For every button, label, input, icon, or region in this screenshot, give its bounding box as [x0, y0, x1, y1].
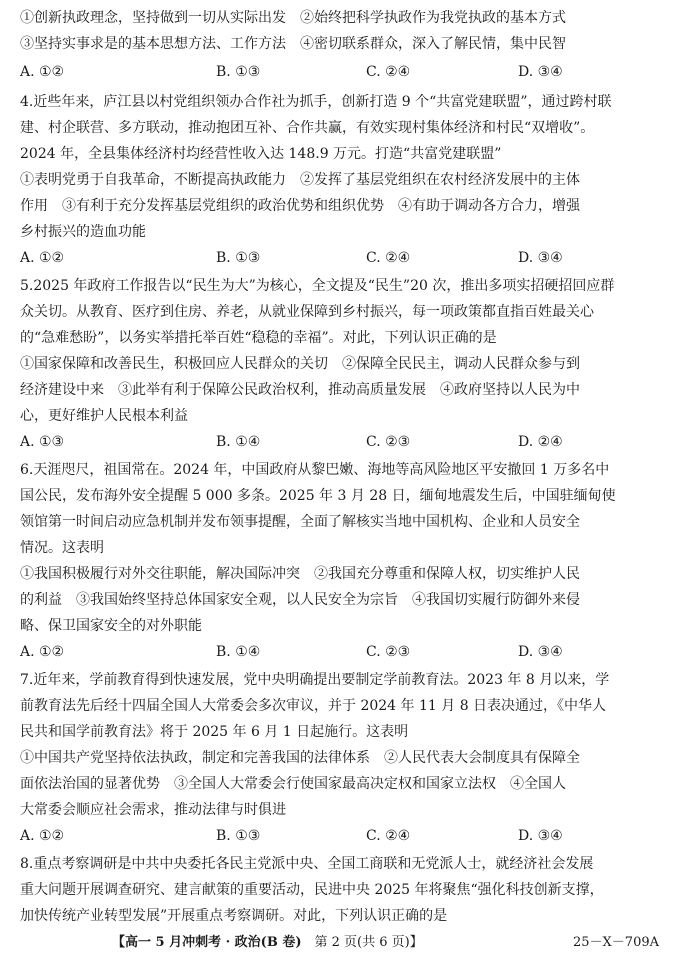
q5-stem-line: 5.2025 年政府工作报告以“民生为大”为核心，全文提及“民生”20 次，推出多项实招硬招回应群	[20, 278, 615, 294]
q5-option-c: C. ②③	[366, 434, 411, 450]
q6-statement-line: 略、保卫国家安全的对外职能	[20, 618, 202, 634]
q6-options	[20, 642, 660, 662]
q8-stem-line: 加快传统产业转型发展”开展重点考察调研。对此，下列认识正确的是	[20, 908, 448, 924]
q6-statement-line: 的利益 ③我国始终坚持总体国家安全观，以人民安全为宗旨 ④我国切实履行防御外来侵	[20, 592, 580, 608]
q6-statement-line: ①我国积极履行对外交往职能，解决国际冲突 ②我国充分尊重和保障人权，切实维护人民	[20, 566, 580, 582]
q3-option-c: C. ②④	[366, 64, 411, 80]
q4-statement-line: 乡村振兴的造血功能	[20, 224, 146, 240]
q4-stem-line: 4.近些年来，庐江县以村党组织领办合作社为抓手，创新打造 9 个“共富党建联盟”，通过跨村联	[20, 94, 612, 110]
q6-option-c: C. ②③	[366, 644, 411, 660]
q7-option-b: B. ①③	[216, 828, 261, 844]
q7-option-d: D. ③④	[518, 828, 563, 844]
q3-option-a: A. ①②	[20, 64, 65, 80]
q8-stem-line: 8.重点考察调研是中共中央委托各民主党派中央、全国工商联和无党派人士，就经济社会发展	[20, 856, 594, 872]
q7-option-c: C. ②④	[366, 828, 411, 844]
q3-options	[20, 62, 660, 82]
q4-statement-line: ①表明党勇于自我革命，不断提高执政能力 ②发挥了基层党组织在农村经济发展中的主体	[20, 172, 580, 188]
q5-option-a: A. ①③	[20, 434, 65, 450]
q7-option-a: A. ①②	[20, 828, 65, 844]
q5-options	[20, 432, 660, 452]
q7-statement-line: 大常委会顺应社会需求，推动法律与时俱进	[20, 802, 286, 818]
q6-option-a: A. ①②	[20, 644, 65, 660]
q6-option-b: B. ①④	[216, 644, 261, 660]
q6-stem-line: 国公民，发布海外安全提醒 5 000 多条。2025 年 3 月 28 日，缅甸地震发生后，中国驻缅甸使	[20, 488, 616, 504]
q6-stem-line: 6.天涯咫尺，祖国常在。2024 年，中国政府从黎巴嫩、海地等高风险地区平安撤回 1 万多名中	[20, 462, 610, 478]
q3-statement-line: ①创新执政理念，坚持做到一切从实际出发 ②始终把科学执政作为我党执政的基本方式	[20, 10, 566, 26]
q4-stem-line: 2024 年，全县集体经济村均经营性收入达 148.9 万元。打造“共富党建联盟”	[20, 146, 502, 162]
q5-stem-line: 的“急难愁盼”，以务实举措托举百姓“稳稳的幸福”。对此，下列认识正确的是	[20, 330, 497, 346]
q4-options	[20, 248, 660, 268]
q7-stem-line: 前教育法先后经十四届全国人大常委会多次审议，并于 2024 年 11 月 8 日表决通过，《中华人	[20, 698, 607, 714]
q4-statement-line: 作用 ③有利于充分发挥基层党组织的政治优势和组织优势 ④有助于调动各方合力，增强	[20, 198, 580, 214]
q3-statement-line: ③坚持实事求是的基本思想方法、工作方法 ④密切联系群众，深入了解民情，集中民智	[20, 36, 566, 52]
q6-option-d: D. ③④	[518, 644, 563, 660]
q4-stem-line: 建、村企联营、多方联动，推动抱团互补、合作共赢，有效实现村集体经济和村民“双增收”。	[20, 120, 595, 136]
q6-stem-line: 情况。这表明	[20, 540, 104, 556]
q5-statement-line: 经济建设中来 ③此举有利于保障公民政治权利，推动高质量发展 ④政府坚持以人民为中	[20, 382, 580, 398]
q6-stem-line: 领馆第一时间启动应急机制并发布领事提醒，全面了解核实当地中国机构、企业和人员安全	[20, 514, 580, 530]
q4-option-a: A. ①②	[20, 250, 65, 266]
q8-stem-line: 重大问题开展调查研究、建言献策的重要活动，民进中央 2025 年将聚焦“强化科技创新支撑，	[20, 882, 604, 898]
q4-option-c: C. ②④	[366, 250, 411, 266]
q5-option-d: D. ②④	[518, 434, 563, 450]
q3-option-d: D. ③④	[518, 64, 563, 80]
q7-statement-line: ①中国共产党坚持依法执政，制定和完善我国的法律体系 ②人民代表大会制度具有保障全	[20, 750, 580, 766]
q5-stem-line: 众关切。从教育、医疗到住房、养老，从就业保障到乡村振兴，每一项政策都直指百姓最关心	[20, 304, 594, 320]
q7-stem-line: 民共和国学前教育法》将于 2025 年 6 月 1 日起施行。这表明	[20, 724, 409, 740]
footer-title	[112, 933, 423, 953]
q5-statement-line: 心，更好维护人民根本利益	[20, 408, 188, 424]
q7-statement-line: 面依法治国的显著优势 ③全国人大常委会行使国家最高决定权和国家立法权 ④全国人	[20, 776, 566, 792]
q3-option-b: B. ①③	[216, 64, 261, 80]
q4-option-d: D. ③④	[518, 250, 563, 266]
page-footer	[0, 933, 677, 953]
q5-statement-line: ①国家保障和改善民生，积极回应人民群众的关切 ②保障全民民主，调动人民群众参与到	[20, 356, 580, 372]
q7-stem-line: 7.近年来，学前教育得到快速发展，党中央明确提出要制定学前教育法。2023 年 8 月以来，学	[20, 672, 610, 688]
footer-exam-name: 【高一 5 月冲刺考 · 政治(B 卷)	[112, 935, 302, 950]
footer-page-number: 第 2 页(共 6 页)】	[301, 935, 423, 950]
q5-option-b: B. ①④	[216, 434, 261, 450]
q7-options	[20, 826, 660, 846]
q4-option-b: B. ①③	[216, 250, 261, 266]
footer-paper-code: 25－X－709A	[573, 935, 659, 950]
